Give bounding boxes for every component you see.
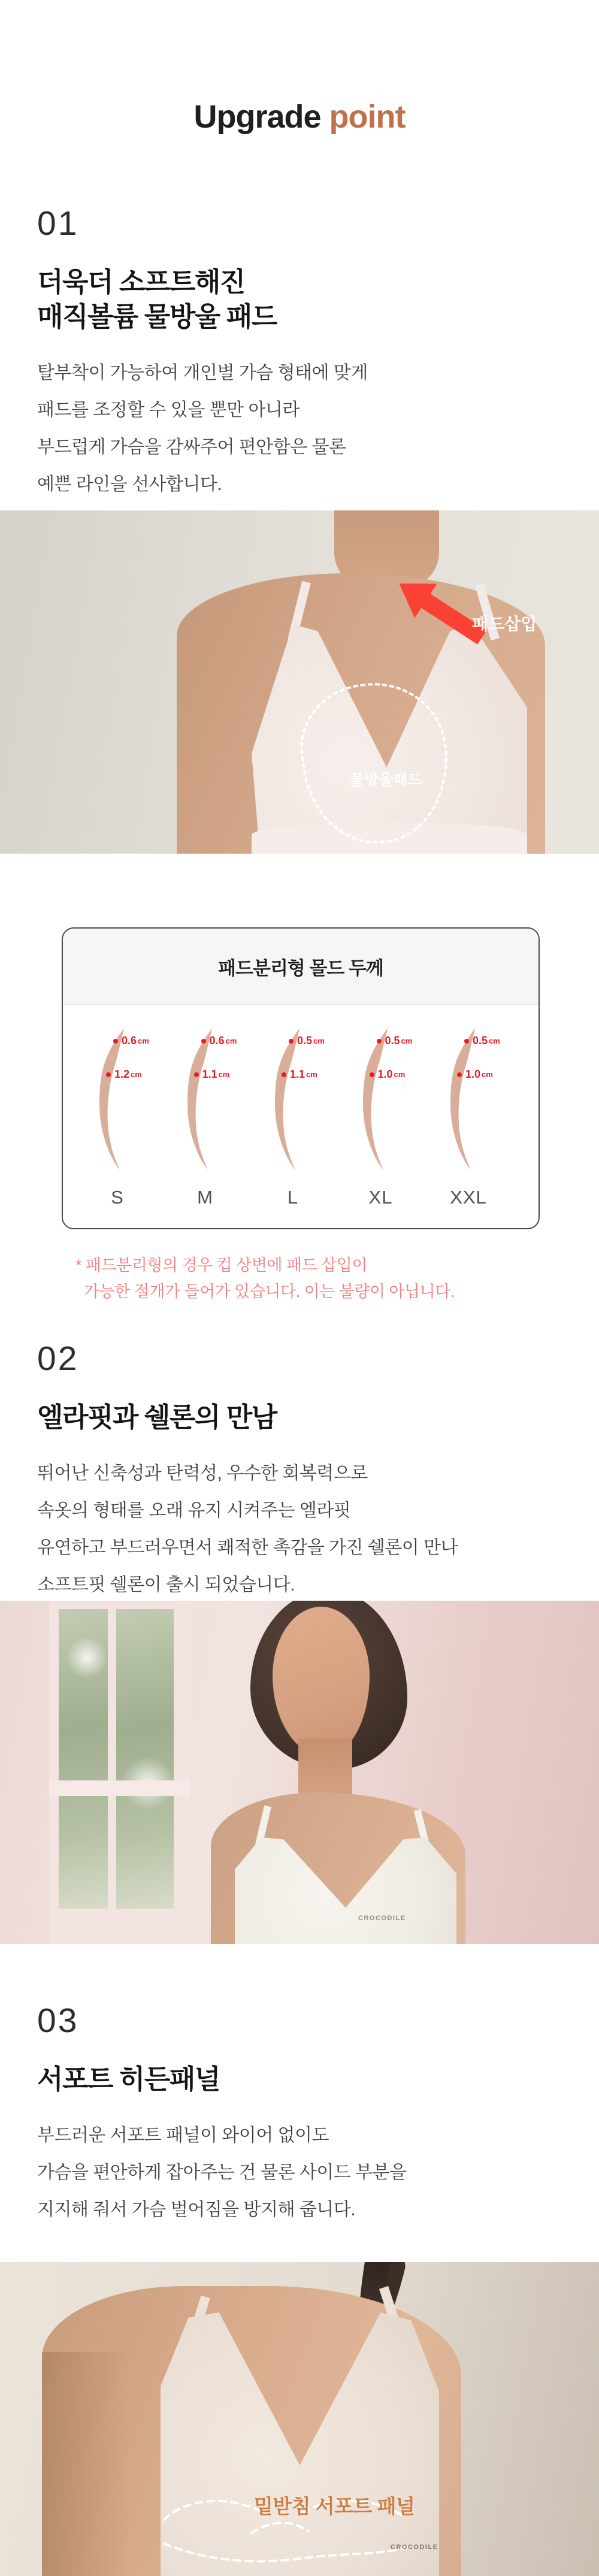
section-01-heading: 더욱더 소프트해진 매직볼륨 물방울 패드 [37, 267, 277, 332]
section-03-heading: 서포트 히든패널 [37, 2064, 220, 2094]
pad-column-m [173, 1026, 249, 1206]
section-02-heading: 엘라핏과 쉘론의 만남 [37, 1402, 277, 1432]
brand-logo: CROCODILE [358, 1915, 406, 1922]
pad-measure-top: 0.5 cm [289, 1035, 325, 1047]
section-02-number: 02 [37, 1340, 79, 1378]
pad-curve-icon [352, 1026, 398, 1177]
pad-column-xl [348, 1026, 425, 1206]
pad-curve-icon [176, 1026, 223, 1177]
section-01 [37, 202, 564, 503]
section-01-body: 탈부착이 가능하여 개인별 가슴 형태에 맞게 패드를 조정할 수 있을 뿐만 아니라 부드럽게 가슴을 감싸주어 편안함은 물론 예쁜 라인을 선사합니다. [37, 363, 368, 494]
brand-logo: CROCODILE [391, 2544, 438, 2551]
measure-dot-icon [113, 1039, 118, 1044]
measure-dot-icon [201, 1039, 206, 1044]
pad-measure-bottom: 1.0 cm [370, 1068, 406, 1081]
photo-support-panel [0, 2262, 599, 2576]
pad-size-label: L [287, 1187, 299, 1208]
measure-dot-icon [457, 1072, 462, 1077]
section-01-number: 01 [37, 204, 79, 243]
pad-footnote: * 패드분리형의 경우 컵 상변에 패드 삽입이 가능한 절개가 들어가 있습니다. 이는 불량이 아닙니다. [75, 1256, 455, 1301]
page-title [0, 98, 599, 135]
window-frame [49, 1601, 190, 1944]
section-03-body: 부드러운 서포트 패널이 와이어 없이도 가슴을 편안하게 잡아주는 건 물론 사이드 부분을 지지해 줘서 가슴 벌어짐을 방지해 줍니다. [37, 2125, 407, 2220]
section-02 [37, 1338, 564, 1604]
photo-lifestyle [0, 1601, 599, 1944]
pad-measure-top: 0.5 cm [464, 1035, 500, 1047]
pad-size-label: M [197, 1187, 213, 1208]
measure-dot-icon [289, 1039, 294, 1044]
measure-dot-icon [464, 1039, 469, 1044]
pad-measure-top: 0.6 cm [201, 1035, 237, 1047]
window-bar [49, 1780, 190, 1796]
pad-chart-header [63, 929, 539, 1005]
pad-measure-top: 0.6 cm [113, 1035, 149, 1047]
pad-measure-bottom: 1.1 cm [194, 1068, 230, 1081]
pad-measure-bottom: 1.1 cm [282, 1068, 317, 1081]
measure-dot-icon [377, 1039, 382, 1044]
section-03 [37, 2000, 564, 2229]
page-title-black: Upgrade [193, 99, 321, 135]
page-title-accent: point [329, 99, 406, 135]
pad-measure-top: 0.5 cm [377, 1035, 413, 1047]
arm-shadow [42, 2352, 132, 2576]
section-03-number: 03 [37, 2001, 79, 2040]
pad-label: 물방울패드 [350, 772, 422, 788]
pad-measure-bottom: 1.0 cm [457, 1068, 493, 1081]
photo-pad-insert [0, 510, 599, 854]
window-highlight [66, 1637, 108, 1679]
pad-curve-icon [88, 1026, 135, 1177]
pad-size-label: XL [368, 1187, 393, 1208]
pad-insert-label: 패드삽입 [472, 615, 537, 633]
pad-curve-icon [439, 1026, 486, 1177]
pad-size-label: S [111, 1187, 124, 1208]
pad-column-xxl [435, 1026, 512, 1206]
pad-measure-bottom: 1.2 cm [106, 1068, 142, 1081]
support-panel-label: 밑받침 서포트 패널 [254, 2495, 415, 2517]
measure-dot-icon [194, 1072, 199, 1077]
pad-chart-title: 패드분리형 몰드 두께 [218, 957, 383, 979]
measure-dot-icon [106, 1072, 111, 1077]
pad-curve-icon [264, 1026, 310, 1177]
pad-size-label: XXL [450, 1187, 487, 1208]
measure-dot-icon [282, 1072, 286, 1077]
section-02-body: 뛰어난 신축성과 탄력성, 우수한 회복력으로 속옷의 형태를 오래 유지 시켜주는 엘라핏 유연하고 부드러우면서 쾌적한 촉감을 가진 쉘론이 만나 소프트핏 쉘론이 출시 되었습니다. [37, 1464, 458, 1595]
pad-column-l [260, 1026, 337, 1206]
measure-dot-icon [370, 1072, 374, 1077]
pad-columns [63, 1005, 539, 1206]
pad-thickness-chart [62, 927, 540, 1229]
pad-column-s [84, 1026, 161, 1206]
